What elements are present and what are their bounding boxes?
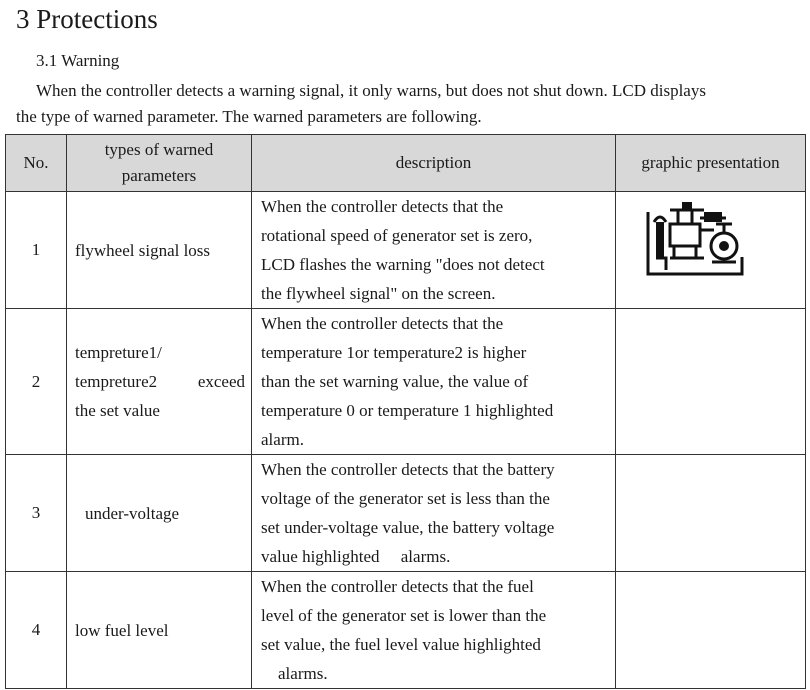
row-description xyxy=(252,309,616,455)
row-no: 1 xyxy=(6,192,67,309)
header-description: description xyxy=(252,135,616,192)
description-line: value highlighted alarms. xyxy=(261,547,451,566)
type-line: the set value xyxy=(75,401,160,420)
row-type: flywheel signal loss xyxy=(67,192,252,309)
description-line: When the controller detects that the xyxy=(261,197,504,216)
row-graphic xyxy=(616,309,806,455)
description-line: temperature 1or temperature2 is higher xyxy=(261,343,527,362)
description-line: set under-voltage value, the battery voltage xyxy=(261,518,555,537)
subsection-title: 3.1 Warning xyxy=(36,51,120,70)
generator-set-icon xyxy=(644,202,744,278)
header-no: No. xyxy=(6,135,67,192)
row-graphic xyxy=(616,192,806,309)
table-row xyxy=(6,572,806,689)
header-type-line-1: types of warned xyxy=(104,140,214,159)
row-type xyxy=(67,309,252,455)
description-line: temperature 0 or temperature 1 highlighted xyxy=(261,401,554,420)
description-line: the flywheel signal" on the screen. xyxy=(261,284,496,303)
description-line: voltage of the generator set is less than the xyxy=(261,489,550,508)
row-type: low fuel level xyxy=(67,572,252,689)
warning-table xyxy=(5,134,806,689)
description-line: When the controller detects that the battery xyxy=(261,460,555,479)
description-line: When the controller detects that the xyxy=(261,314,504,333)
type-word: exceed xyxy=(197,372,245,391)
table-row xyxy=(6,192,806,309)
row-no: 4 xyxy=(6,572,67,689)
intro-line-1: When the controller detects a warning signal, it only warns, but does not shut down. LCD displays xyxy=(36,81,706,100)
type-line: tempreture1/ xyxy=(75,343,162,362)
description-line: alarms. xyxy=(261,664,328,683)
row-description xyxy=(252,192,616,309)
header-type-line-2: parameters xyxy=(121,166,197,185)
row-no: 3 xyxy=(6,455,67,572)
row-description xyxy=(252,455,616,572)
table-row xyxy=(6,455,806,572)
type-word: tempreture2 xyxy=(75,372,158,391)
description-line: than the set warning value, the value of xyxy=(261,372,529,391)
header-type xyxy=(67,135,252,192)
table-row xyxy=(6,309,806,455)
intro-paragraph xyxy=(16,78,810,130)
description-line: rotational speed of generator set is zero, xyxy=(261,226,533,245)
row-type: under-voltage xyxy=(67,455,252,572)
description-line: alarm. xyxy=(261,430,304,449)
type-line xyxy=(75,367,245,396)
row-no: 2 xyxy=(6,309,67,455)
row-graphic xyxy=(616,455,806,572)
description-line: LCD flashes the warning "does not detect xyxy=(261,255,545,274)
description-line: When the controller detects that the fuel xyxy=(261,577,534,596)
row-graphic xyxy=(616,572,806,689)
section-title: 3 Protections xyxy=(16,4,158,34)
description-line: level of the generator set is lower than the xyxy=(261,606,547,625)
header-graphic: graphic presentation xyxy=(616,135,806,192)
description-line: set value, the fuel level value highlighted xyxy=(261,635,541,654)
intro-line-2: the type of warned parameter. The warned parameters are following. xyxy=(16,107,482,126)
table-header-row xyxy=(6,135,806,192)
row-description xyxy=(252,572,616,689)
